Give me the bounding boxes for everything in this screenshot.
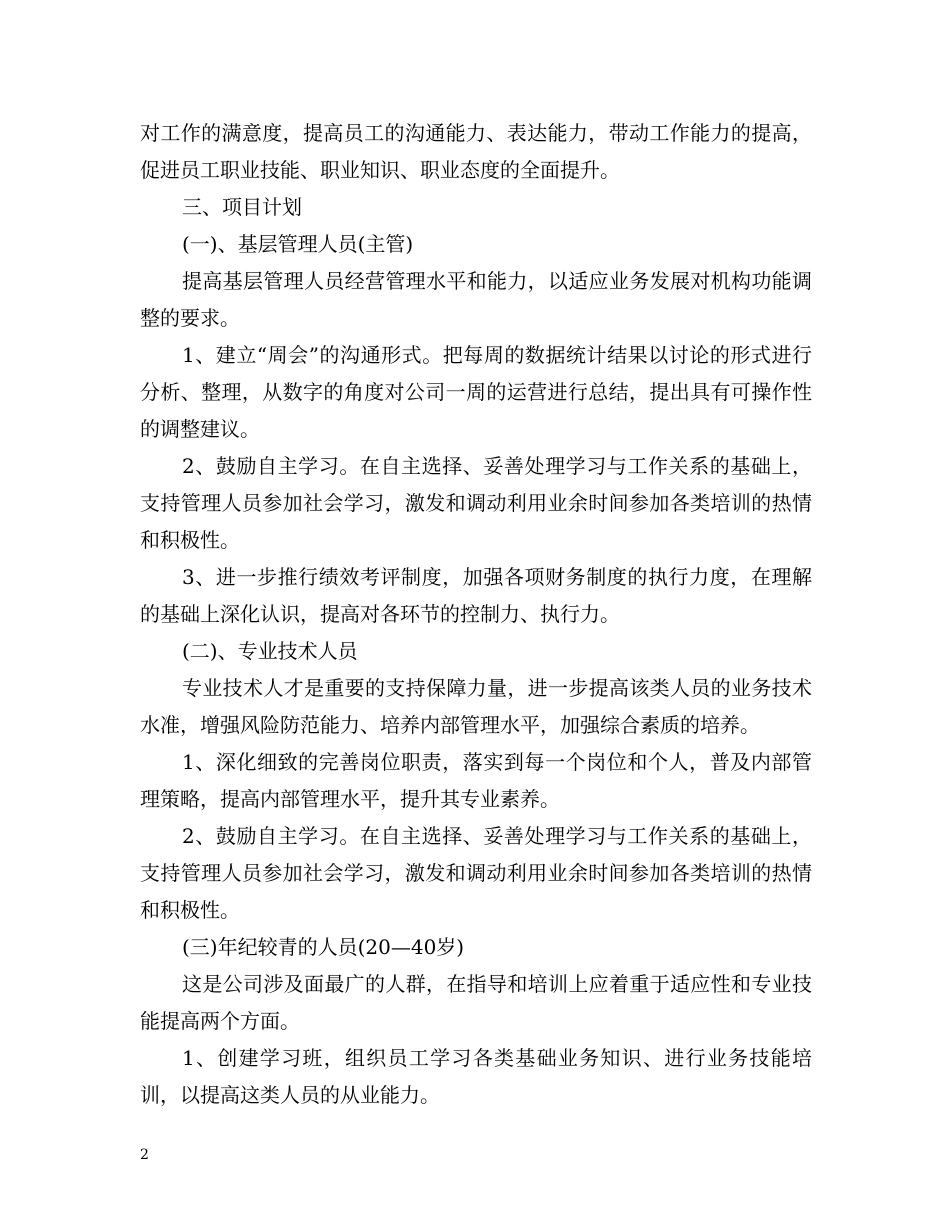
subsection-heading: (三)年纪较青的人员(20—40岁) (182, 935, 465, 959)
page-number: 2 (140, 1147, 149, 1163)
paragraph: 这是公司涉及面最广的人群，在指导和培训上应着重于适应性和专业技能提高两个方面。 (140, 972, 812, 1033)
list-item: 2、鼓励自主学习。在自主选择、妥善处理学习与工作关系的基础上，支持管理人员参加社会学习，激发和调动利用业余时间参加各类培训的热情和积极性。 (140, 454, 812, 552)
document-body (140, 115, 812, 1114)
paragraph: 对工作的满意度，提高员工的沟通能力、表达能力，带动工作能力的提高，促进员工职业技能、职业知识、职业态度的全面提升。 (140, 121, 812, 182)
paragraph: 专业技术人才是重要的支持保障力量，进一步提高该类人员的业务技术水准，增强风险防范能力、培养内部管理水平，加强综合素质的培养。 (140, 676, 812, 737)
list-item: 1、创建学习班，组织员工学习各类基础业务知识、进行业务技能培训，以提高这类人员的从业能力。 (140, 1046, 812, 1107)
subsection-heading: (一)、基层管理人员(主管) (182, 232, 414, 256)
list-item: 1、深化细致的完善岗位职责，落实到每一个岗位和个人，普及内部管理策略，提高内部管理水平，提升其专业素养。 (140, 750, 812, 811)
subsection-heading: (二)、专业技术人员 (182, 639, 358, 663)
paragraph: 提高基层管理人员经营管理水平和能力，以适应业务发展对机构功能调整的要求。 (140, 269, 812, 330)
section-heading: 三、项目计划 (182, 195, 302, 219)
list-item: 1、建立“周会”的沟通形式。把每周的数据统计结果以讨论的形式进行分析、整理，从数字的角度对公司一周的运营进行总结，提出具有可操作性的调整建议。 (140, 343, 812, 441)
list-item: 2、鼓励自主学习。在自主选择、妥善处理学习与工作关系的基础上，支持管理人员参加社会学习，激发和调动利用业余时间参加各类培训的热情和积极性。 (140, 824, 812, 922)
list-item: 3、进一步推行绩效考评制度，加强各项财务制度的执行力度，在理解的基础上深化认识，提高对各环节的控制力、执行力。 (140, 565, 812, 626)
